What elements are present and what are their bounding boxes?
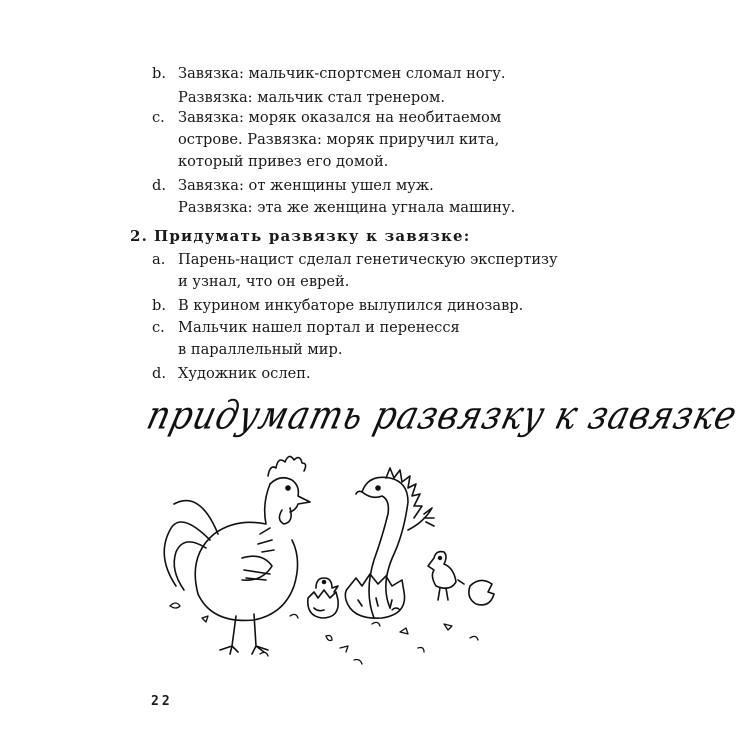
- list-item-text: и узнал, что он еврей.: [178, 273, 350, 290]
- chick-in-egg-drawing: [308, 578, 338, 618]
- broken-eggshell-drawing: [469, 580, 494, 604]
- rooster-drawing: [164, 456, 310, 654]
- rooster-and-dinosaur-illustration: [140, 448, 520, 668]
- section-heading: [130, 226, 470, 246]
- list-marker: b.: [152, 297, 166, 314]
- list-item-text: острове. Развязка: моряк приручил кита,: [178, 131, 500, 148]
- list-item-text: Завязка: моряк оказался на необитаемом: [178, 109, 502, 126]
- dinosaur-drawing: [345, 468, 434, 618]
- list-item-text: Завязка: мальчик-спортсмен сломал ногу.: [178, 65, 506, 82]
- list-item-text: Завязка: от женщины ушел муж.: [178, 177, 434, 194]
- page-number: 22: [151, 694, 173, 709]
- handwritten-caption: [142, 386, 743, 446]
- handwritten-caption-text: придумать развязку к завязке: [142, 393, 743, 439]
- section-number: 2.: [130, 227, 149, 245]
- list-marker: c.: [152, 319, 165, 336]
- list-marker: c.: [152, 109, 165, 126]
- eggshell-fragments-drawing: [170, 603, 478, 664]
- list-item-text: Мальчик нашел портал и перенесся: [178, 319, 460, 336]
- chick-drawing: [428, 552, 464, 600]
- list-marker: d.: [152, 177, 166, 194]
- list-item-text: Парень-нацист сделал генетическую экспертизу: [178, 251, 558, 268]
- list-marker: d.: [152, 365, 166, 382]
- list-item-text: В курином инкубаторе вылупился динозавр.: [178, 297, 524, 314]
- list-item-text: Развязка: мальчик стал тренером.: [178, 89, 446, 106]
- list-item-text: в параллельный мир.: [178, 341, 343, 358]
- list-item-text: Развязка: эта же женщина угнала машину.: [178, 199, 516, 216]
- list-item-text: который привез его домой.: [178, 153, 389, 170]
- section-title: Придумать развязку к завязке:: [154, 227, 471, 245]
- list-marker: b.: [152, 65, 166, 82]
- list-marker: a.: [152, 251, 166, 268]
- list-item-text: Художник ослеп.: [178, 365, 311, 382]
